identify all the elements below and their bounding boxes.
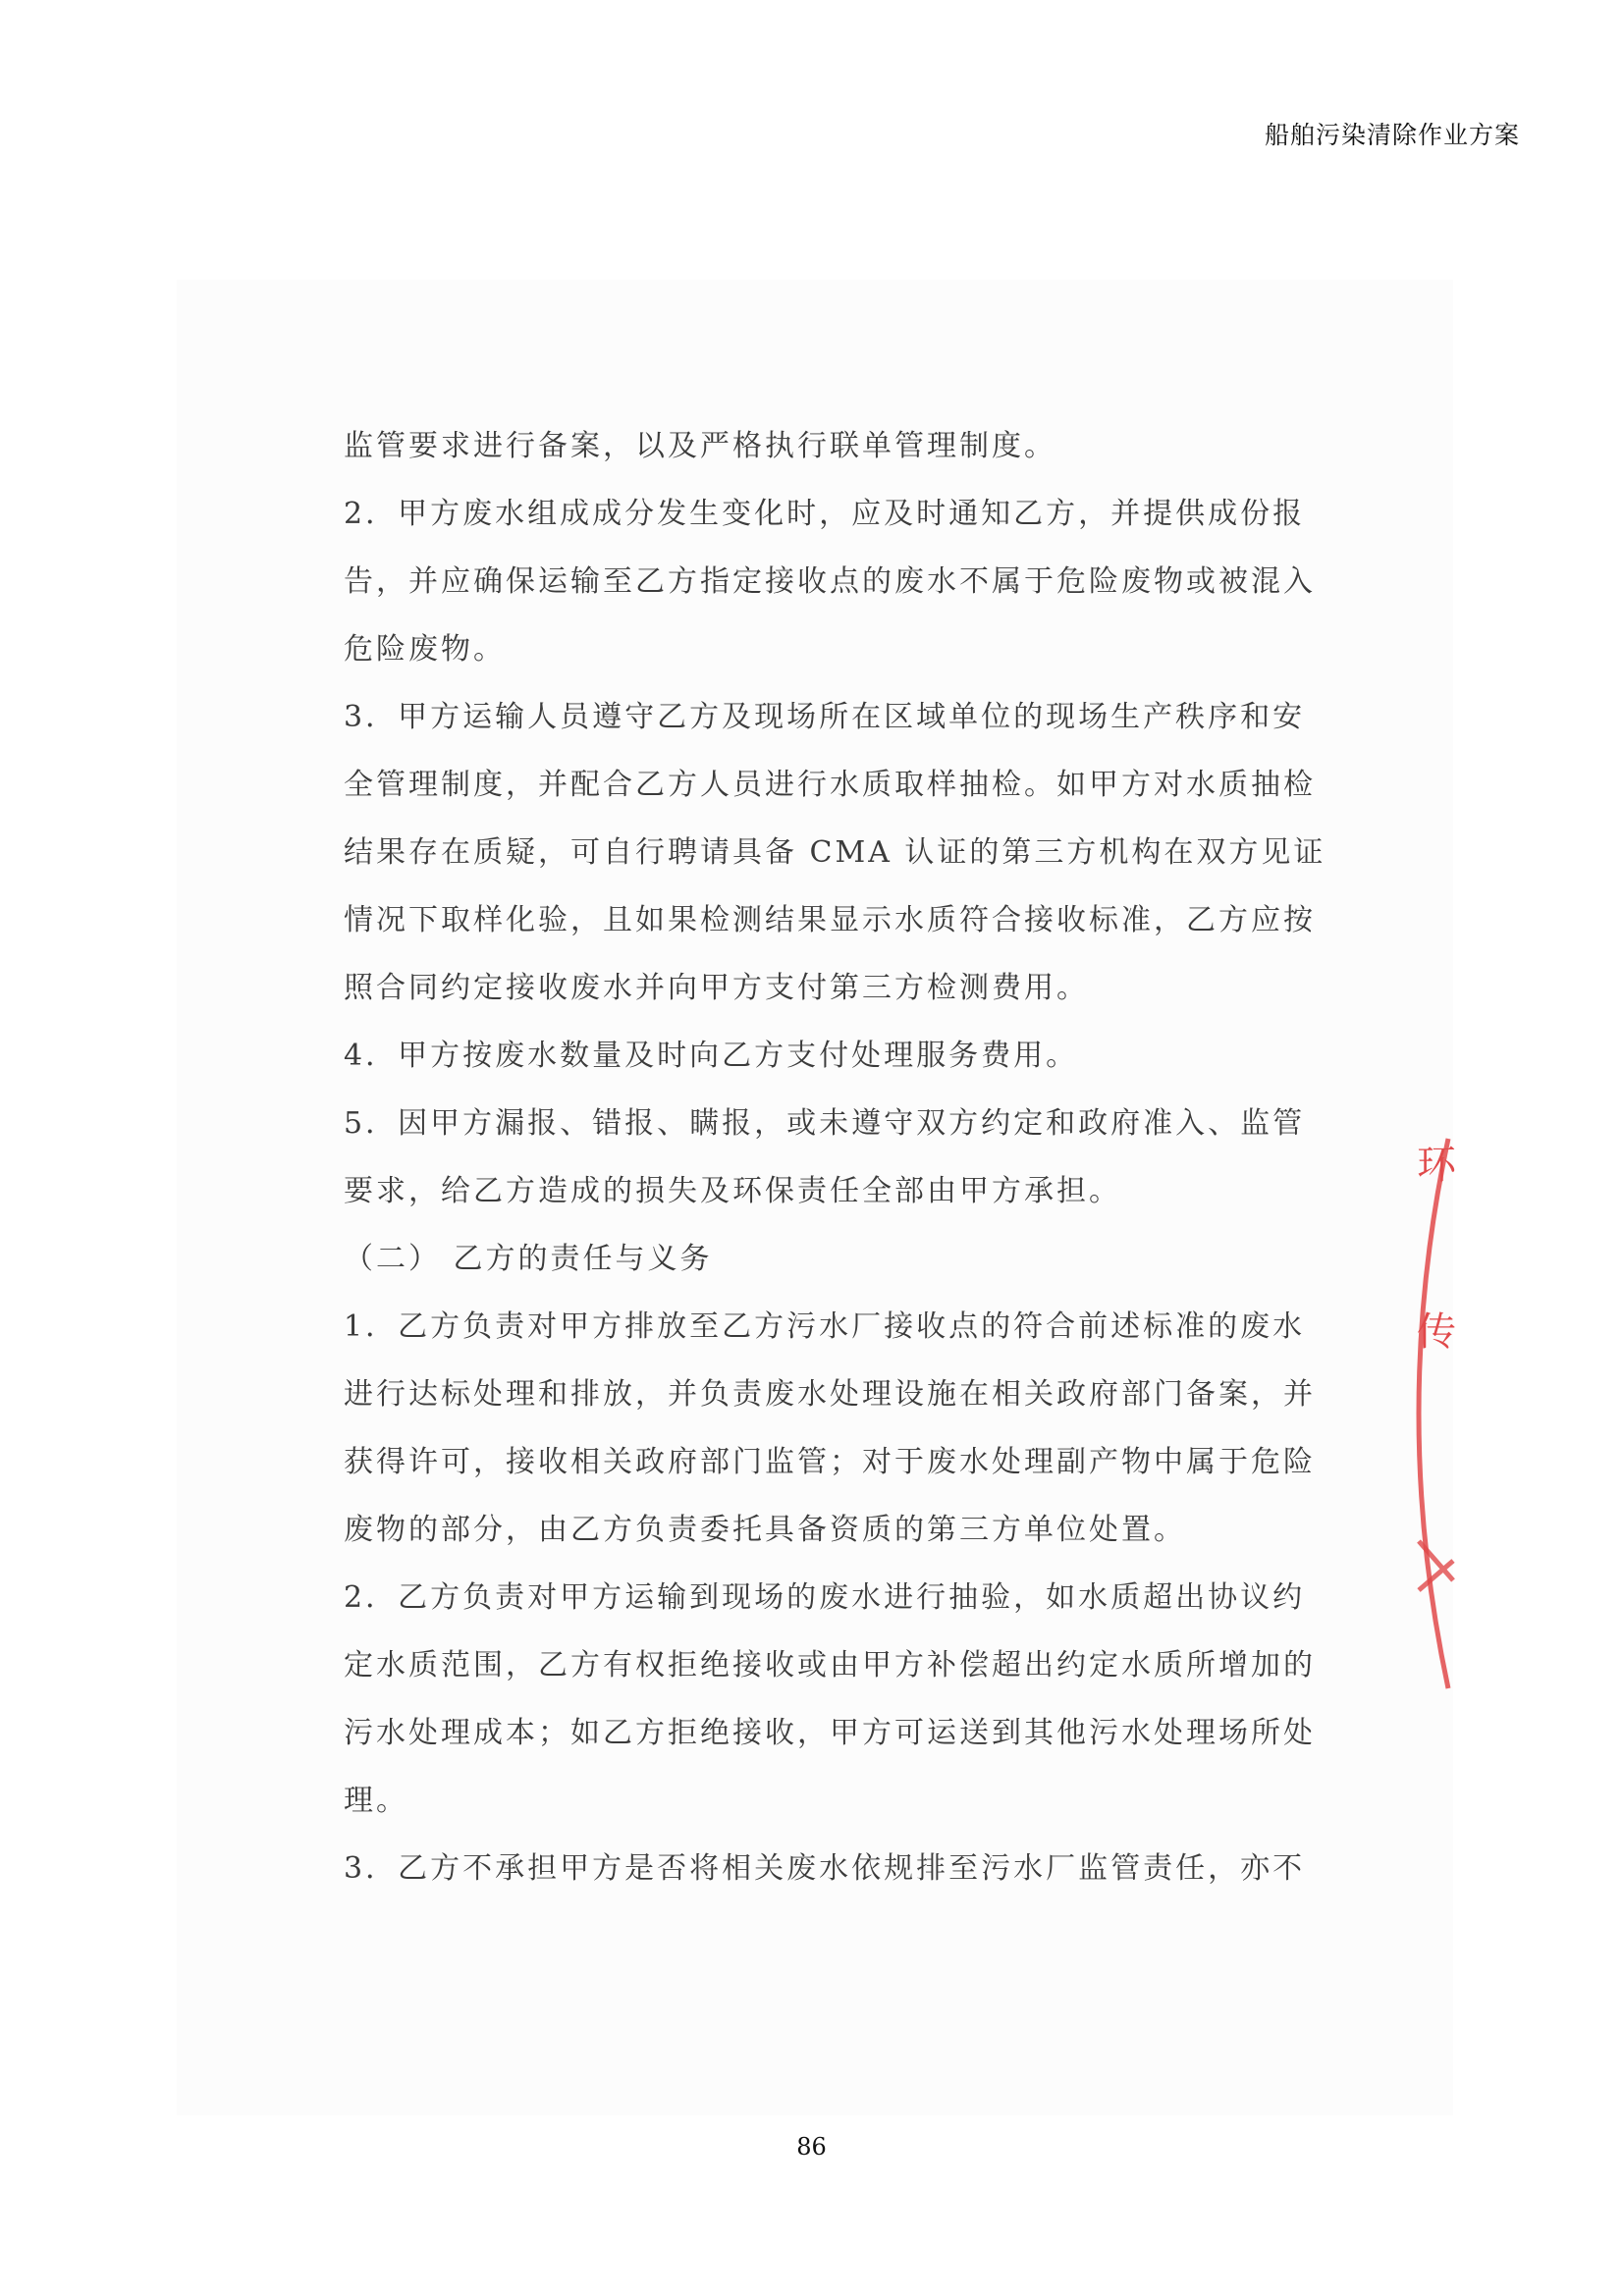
text-line: 3．甲方运输人员遵守乙方及现场所在区域单位的现场生产秩序和安 [344,700,1306,734]
seal-stamp-graphic [1370,1119,1458,1708]
document-header-title: 船舶污染清除作业方案 [1264,121,1520,149]
text-line: 告，并应确保运输至乙方指定接收点的废水不属于危险废物或被混入 [344,564,1316,599]
section-heading: （二） 乙方的责任与义务 [344,1242,713,1276]
text-line: 2．乙方负责对甲方运输到现场的废水进行抽验，如水质超出协议约 [344,1580,1306,1615]
seal-character: 环 [1417,1143,1456,1188]
red-seal-stamp [1370,1119,1458,1708]
contract-body-text [344,412,1326,1902]
page-number: 86 [796,2133,827,2161]
text-line: 废物的部分，由乙方负责委托具备资质的第三方单位处置。 [344,1513,1186,1547]
text-line: 结果存在质疑，可自行聘请具备 CMA 认证的第三方机构在双方见证 [344,835,1326,870]
text-line: 获得许可，接收相关政府部门监管；对于废水处理副产物中属于危险 [344,1445,1316,1479]
text-line: 2．甲方废水组成成分发生变化时，应及时通知乙方，并提供成份报 [344,497,1306,531]
text-line: 要求，给乙方造成的损失及环保责任全部由甲方承担。 [344,1174,1121,1208]
text-line: 情况下取样化验，且如果检测结果显示水质符合接收标准，乙方应按 [344,903,1316,937]
seal-character: 传 [1417,1309,1456,1355]
text-line: 危险废物。 [344,632,506,667]
text-line: 定水质范围，乙方有权拒绝接收或由甲方补偿超出约定水质所增加的 [344,1648,1316,1682]
text-line: 5．因甲方漏报、错报、瞒报，或未遵守双方约定和政府准入、监管 [344,1106,1306,1141]
text-line: 3．乙方不承担甲方是否将相关废水依规排至污水厂监管责任，亦不 [344,1851,1306,1886]
text-line: 理。 [344,1784,408,1818]
text-line: 全管理制度，并配合乙方人员进行水质取样抽检。如甲方对水质抽检 [344,768,1316,802]
text-line: 污水处理成本；如乙方拒绝接收，甲方可运送到其他污水处理场所处 [344,1716,1316,1750]
text-line: 监管要求进行备案，以及严格执行联单管理制度。 [344,429,1056,463]
text-line: 4．甲方按废水数量及时向乙方支付处理服务费用。 [344,1039,1079,1073]
text-line: 进行达标处理和排放，并负责废水处理设施在相关政府部门备案，并 [344,1377,1316,1412]
seal-mark [1419,1541,1453,1590]
text-line: 1．乙方负责对甲方排放至乙方污水厂接收点的符合前述标准的废水 [344,1309,1306,1344]
text-line: 照合同约定接收废水并向甲方支付第三方检测费用。 [344,971,1089,1005]
seal-arc [1419,1139,1448,1688]
